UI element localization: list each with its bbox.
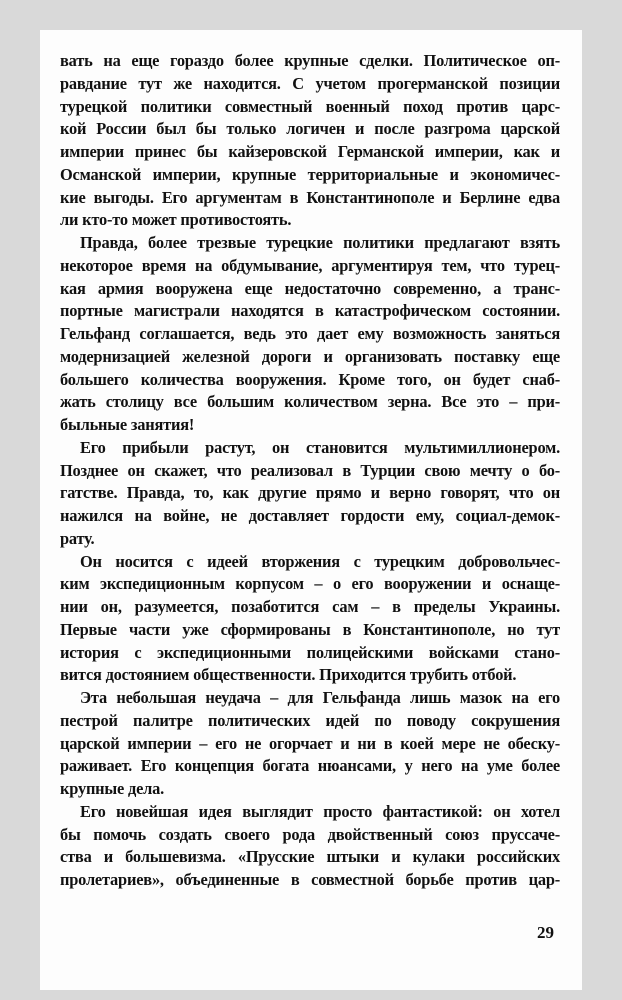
body-text — [60, 50, 560, 892]
text-line: кая армия вооружена еще недостаточно современно, а транс- — [60, 278, 560, 298]
text-line: Позднее он скажет, что реализовал в Турции свою мечту о бо- — [60, 460, 560, 480]
text-line: рату. — [60, 528, 95, 548]
text-line: раживает. Его концепция богата нюансами, у него на уме более — [60, 756, 560, 776]
text-line: царской империи – его не огорчает и ни в коей мере не обеску- — [60, 733, 560, 753]
text-line: Правда, более трезвые турецкие политики предлагают взять — [80, 233, 560, 252]
text-line: бы помочь создать своего рода двойственный союз пруссаче- — [60, 824, 560, 844]
text-line: вать на еще гораздо более крупные сделки. Политическое оп- — [60, 51, 560, 70]
paragraph — [60, 437, 560, 551]
page-number: 29 — [537, 923, 554, 942]
paragraph — [60, 687, 560, 801]
paragraph — [60, 50, 560, 232]
text-line: портные магистрали находятся в катастрофическом состоянии. — [60, 301, 560, 321]
text-line: пролетариев», объединенные в совместной борьбе против цар- — [60, 870, 560, 889]
text-line: нажился на войне, не доставляет гордости ему, социал-демок- — [60, 506, 560, 525]
book-page — [40, 30, 582, 990]
text-line: кие выгоды. Его аргументам в Константинополе и Берлине едва — [60, 187, 560, 207]
text-line: ким экспедиционным корпусом – о его вооружении и оснаще- — [60, 574, 560, 594]
text-line: Первые части уже сформированы в Константинополе, но тут — [60, 619, 560, 639]
text-line: модернизацией железной дороги и организовать поставку еще — [60, 346, 560, 366]
paragraph — [60, 232, 560, 437]
text-line: большего количества вооружения. Кроме того, он будет снаб- — [60, 369, 560, 389]
text-line: ства и большевизма. «Прусские штыки и кулаки российских — [60, 847, 560, 867]
text-line: вится достоянием общественности. Приходится трубить отбой. — [60, 665, 517, 685]
text-line: империи принес бы кайзеровской Германской империи, как и — [60, 142, 560, 161]
text-line: некоторое время на обдумывание, аргументируя тем, что турец- — [60, 255, 560, 275]
text-line: Гельфанд соглашается, ведь это дает ему возможность заняться — [60, 324, 560, 343]
text-line: Эта небольшая неудача – для Гельфанда лишь мазок на его — [80, 688, 560, 707]
text-line: быльные занятия! — [60, 415, 195, 434]
text-line: пестрой палитре политических идей по поводу сокрушения — [60, 710, 560, 730]
text-line: Его новейшая идея выглядит просто фантастикой: он хотел — [80, 801, 560, 821]
text-line: нии он, разумеется, позаботится сам – в пределы Украины. — [60, 597, 560, 616]
text-line: Его прибыли растут, он становится мультимиллионером. — [80, 437, 560, 457]
text-line: Он носится с идеей вторжения с турецким добровольчес- — [80, 551, 560, 571]
text-line: гатстве. Правда, то, как другие прямо и верно говорят, что он — [60, 483, 560, 503]
paragraph — [60, 801, 560, 892]
text-line: турецкой политики совместный военный поход против царс- — [60, 96, 560, 116]
paragraph — [60, 551, 560, 688]
text-line: история с экспедиционными полицейскими войсками стано- — [60, 642, 560, 662]
text-line: кой России был бы только логичен и после разгрома царской — [60, 119, 560, 139]
text-line: ли кто-то может противостоять. — [60, 210, 292, 230]
text-line: равдание тут же находится. С учетом прогерманской позиции — [60, 73, 560, 93]
text-line: крупные дела. — [60, 779, 165, 798]
text-line: Османской империи, крупные территориальные и экономичес- — [60, 164, 560, 184]
text-line: жать столицу все большим количеством зерна. Все это – при- — [60, 392, 560, 412]
